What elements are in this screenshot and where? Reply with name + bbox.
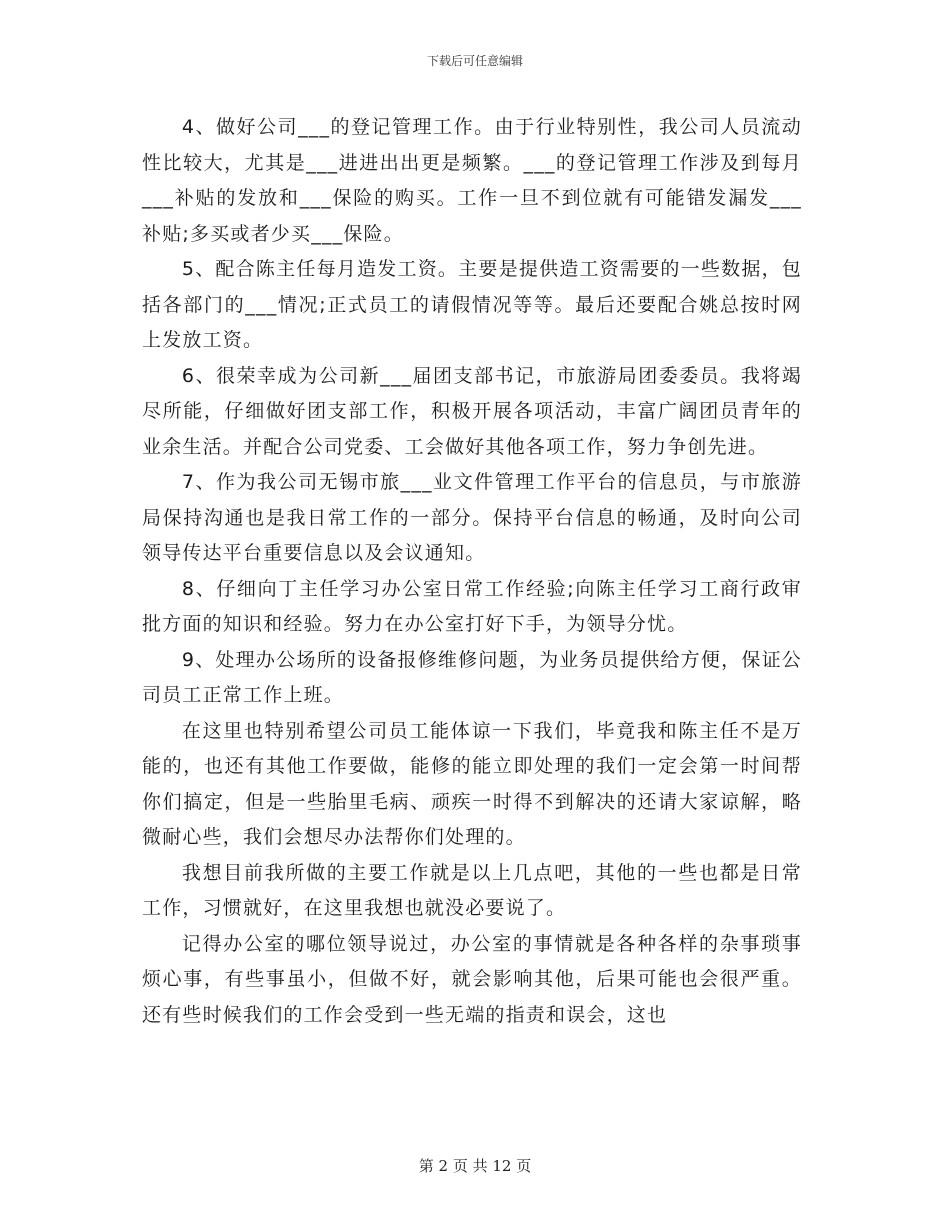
page-header-note: 下载后可任意编辑 <box>426 54 523 68</box>
paragraph-office-remarks: 记得办公室的哪位领导说过，办公室的事情就是各种各样的杂事琐事烦心事，有些事虽小，但做不好，就会影响其他，后果可能也会很严重。还有些时候我们的工作会受到一些无端的指责和误会，这也 <box>142 932 802 1026</box>
paragraph-item-5: 5、配合陈主任每月造发工资。主要是提供造工资需要的一些数据，包括各部门的___情况;正式员工的请假情况等等。最后还要配合姚总按时网上发放工资。 <box>142 258 802 351</box>
paragraph-request-understanding: 在这里也特别希望公司员工能体谅一下我们，毕竟我和陈主任不是万能的，也还有其他工作要做，能修的能立即处理的我们一定会第一时间帮你们搞定，但是一些胎里毛病、顽疾一时得不到解决的还请大家谅解，略微耐心些，我们会想尽办法帮你们处理的。 <box>142 719 802 848</box>
paragraph-item-6: 6、很荣幸成为公司新___届团支部书记，市旅游局团委委员。我将竭尽所能，仔细做好团支部工作，积极开展各项活动，丰富广阔团员青年的业余生活。并配合公司党委、工会做好其他各项工作，努力争创先进。 <box>142 364 802 458</box>
paragraph-item-8: 8、仔细向丁主任学习办公室日常工作经验;向陈主任学习工商行政审批方面的知识和经验。努力在办公室打好下手，为领导分忧。 <box>142 577 802 635</box>
paragraph-item-4: 4、做好公司___的登记管理工作。由于行业特别性，我公司人员流动性比较大，尤其是___进进出出更是频繁。___的登记管理工作涉及到每月___补贴的发放和___保险的购买。工作一旦不到位就有可能错发漏发___补贴;多买或者少买___保险。 <box>142 116 802 245</box>
paragraph-summary: 我想目前我所做的主要工作就是以上几点吧，其他的一些也都是日常工作，习惯就好，在这里我想也就没必要说了。 <box>142 861 802 919</box>
paragraph-item-9: 9、处理办公场所的设备报修维修问题，为业务员提供给方便，保证公司员工正常工作上班。 <box>142 648 802 706</box>
document-body <box>142 110 802 1033</box>
page-number: 第 2 页 共 12 页 <box>418 1157 532 1175</box>
paragraph-item-7: 7、作为我公司无锡市旅___业文件管理工作平台的信息员，与市旅游局保持沟通也是我日常工作的一部分。保持平台信息的畅通，及时向公司领导传达平台重要信息以及会议通知。 <box>142 471 802 564</box>
